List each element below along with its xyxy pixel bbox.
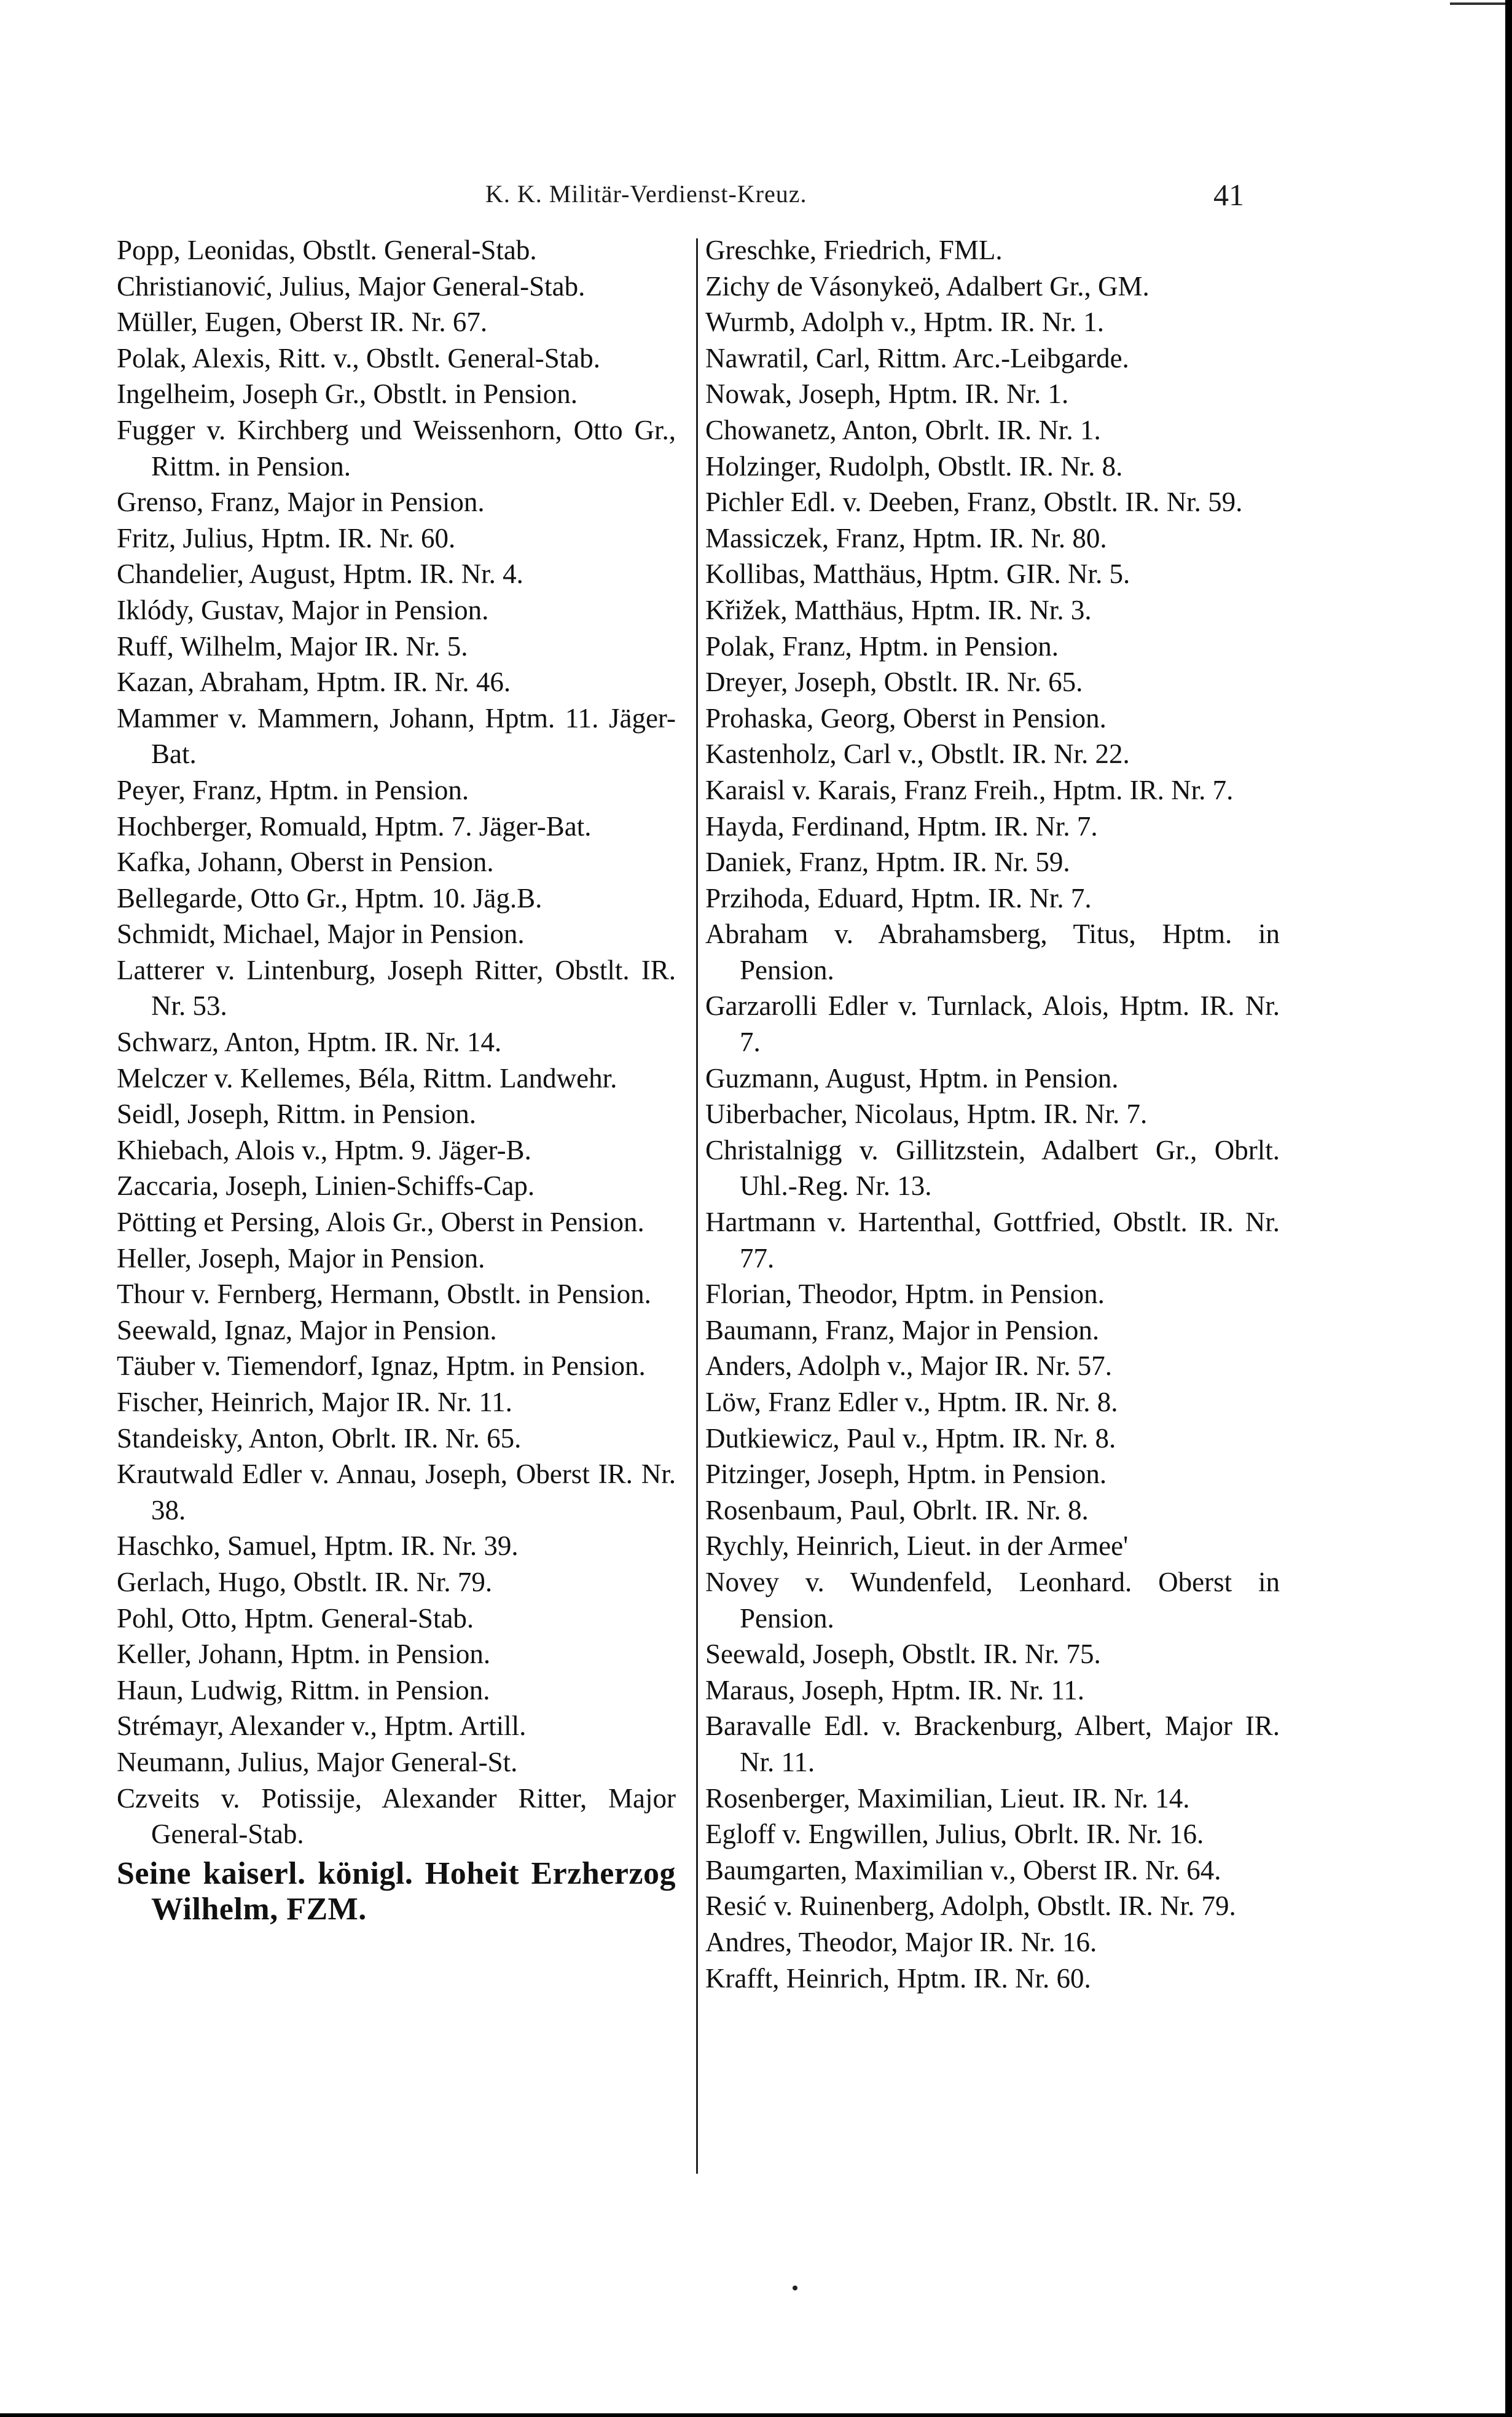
list-entry: Neumann, Julius, Major General-St.: [117, 1746, 518, 1777]
list-entry: Thour v. Fernberg, Hermann, Obstlt. in Pension.: [117, 1279, 651, 1310]
list-entry: Hayda, Ferdinand, Hptm. IR. Nr. 7.: [705, 810, 1098, 842]
list-entry: Grenso, Franz, Major in Pension.: [117, 487, 485, 518]
list-entry: Maraus, Joseph, Hptm. IR. Nr. 11.: [705, 1674, 1085, 1706]
list-entry: Fischer, Heinrich, Major IR. Nr. 11.: [117, 1387, 512, 1417]
list-entry: Melczer v. Kellemes, Béla, Rittm. Landwehr.: [117, 1062, 617, 1094]
list-entry: Dreyer, Joseph, Obstlt. IR. Nr. 65.: [705, 667, 1083, 698]
list-entry: Nawratil, Carl, Rittm. Arc.-Leibgarde.: [705, 342, 1129, 374]
list-entry: Haschko, Samuel, Hptm. IR. Nr. 39.: [117, 1530, 519, 1562]
list-entry: Chowanetz, Anton, Obrlt. IR. Nr. 1.: [705, 414, 1101, 445]
list-entry: Daniek, Franz, Hptm. IR. Nr. 59.: [705, 847, 1070, 878]
list-entry: Baravalle Edl. v. Brackenburg, Albert, Major IR. Nr. 11.: [705, 1710, 1280, 1777]
list-entry: Popp, Leonidas, Obstlt. General-Stab.: [117, 235, 537, 265]
list-entry: Baumgarten, Maximilian v., Oberst IR. Nr. 64.: [705, 1854, 1221, 1886]
list-entry: Hartmann v. Hartenthal, Gottfried, Obstlt. IR. Nr. 77.: [705, 1207, 1280, 1274]
list-entry: Ingelheim, Joseph Gr., Obstlt. in Pension.: [117, 378, 578, 410]
list-entry: Rosenbaum, Paul, Obrlt. IR. Nr. 8.: [705, 1494, 1089, 1526]
list-entry: Uiberbacher, Nicolaus, Hptm. IR. Nr. 7.: [705, 1099, 1148, 1130]
list-entry: Fugger v. Kirchberg und Weissenhorn, Otto Gr., Rittm. in Pension.: [117, 414, 676, 482]
list-entry: Pötting et Persing, Alois Gr., Oberst in Pension.: [117, 1207, 644, 1238]
list-entry: Krafft, Heinrich, Hptm. IR. Nr. 60.: [705, 1962, 1091, 1994]
list-entry: Gerlach, Hugo, Obstlt. IR. Nr. 79.: [117, 1566, 493, 1597]
list-entry: Bellegarde, Otto Gr., Hptm. 10. Jäg.B.: [117, 882, 543, 914]
list-entry: Polak, Franz, Hptm. in Pension.: [705, 630, 1059, 662]
list-entry: Egloff v. Engwillen, Julius, Obrlt. IR. Nr. 16.: [705, 1819, 1204, 1850]
list-entry: Greschke, Friedrich, FML.: [705, 235, 1003, 265]
list-entry: Keller, Johann, Hptm. in Pension.: [117, 1639, 491, 1670]
list-entry: Wurmb, Adolph v., Hptm. IR. Nr. 1.: [705, 307, 1105, 338]
scan-edge-mark: [1450, 2, 1505, 5]
list-entry: Kazan, Abraham, Hptm. IR. Nr. 46.: [117, 667, 511, 698]
list-entry: Täuber v. Tiemendorf, Ignaz, Hptm. in Pension.: [117, 1350, 646, 1382]
list-entry: Kafka, Johann, Oberst in Pension.: [117, 847, 494, 878]
list-entry: Ruff, Wilhelm, Major IR. Nr. 5.: [117, 630, 468, 662]
list-entry: Novey v. Wundenfeld, Leonhard. Oberst in Pension.: [705, 1566, 1280, 1634]
list-entry: Müller, Eugen, Oberst IR. Nr. 67.: [117, 307, 488, 338]
list-entry: Peyer, Franz, Hptm. in Pension.: [117, 774, 469, 805]
list-entry: Resić v. Ruinenberg, Adolph, Obstlt. IR. Nr. 79.: [705, 1890, 1236, 1922]
list-entry: Dutkiewicz, Paul v., Hptm. IR. Nr. 8.: [705, 1422, 1116, 1454]
running-title: K. K. Militär-Verdienst-Kreuz.: [485, 180, 807, 208]
list-entry: Massiczek, Franz, Hptm. IR. Nr. 80.: [705, 522, 1107, 554]
list-entry: Schmidt, Michael, Major in Pension.: [117, 919, 525, 950]
list-entry: Iklódy, Gustav, Major in Pension.: [117, 594, 489, 625]
list-entry: Seewald, Ignaz, Major in Pension.: [117, 1314, 497, 1346]
list-entry: Przihoda, Eduard, Hptm. IR. Nr. 7.: [705, 882, 1092, 914]
list-entry: Strémayr, Alexander v., Hptm. Artill.: [117, 1710, 527, 1742]
page-header: [0, 177, 1505, 220]
list-entry: Guzmann, August, Hptm. in Pension.: [705, 1062, 1119, 1094]
list-entry: Zaccaria, Joseph, Linien-Schiffs-Cap.: [117, 1170, 535, 1202]
left-column: [117, 232, 676, 1927]
list-entry: Latterer v. Lintenburg, Joseph Ritter, Obstlt. IR. Nr. 53.: [117, 954, 676, 1022]
stray-ink-mark: [793, 2286, 797, 2290]
list-entry: Prohaska, Georg, Oberst in Pension.: [705, 702, 1107, 734]
list-entry: Zichy de Vásonykeö, Adalbert Gr., GM.: [705, 270, 1150, 302]
list-entry: Heller, Joseph, Major in Pension.: [117, 1242, 485, 1274]
list-entry: Kollibas, Matthäus, Hptm. GIR. Nr. 5.: [705, 558, 1130, 590]
column-divider: [696, 238, 698, 2174]
list-entry: Seewald, Joseph, Obstlt. IR. Nr. 75.: [705, 1639, 1101, 1670]
list-entry: Anders, Adolph v., Major IR. Nr. 57.: [705, 1350, 1113, 1382]
list-entry: Pitzinger, Joseph, Hptm. in Pension.: [705, 1459, 1107, 1490]
list-entry: Pichler Edl. v. Deeben, Franz, Obstlt. IR. Nr. 59.: [705, 487, 1243, 518]
list-entry: Fritz, Julius, Hptm. IR. Nr. 60.: [117, 522, 456, 554]
list-entry: Kastenholz, Carl v., Obstlt. IR. Nr. 22.: [705, 738, 1130, 770]
list-entry: Rychly, Heinrich, Lieut. in der Armee': [705, 1530, 1129, 1562]
list-entry: Karaisl v. Karais, Franz Freih., Hptm. IR. Nr. 7.: [705, 774, 1234, 805]
list-entry: Hochberger, Romuald, Hptm. 7. Jäger-Bat.: [117, 810, 592, 842]
list-entry: Nowak, Joseph, Hptm. IR. Nr. 1.: [705, 378, 1069, 410]
list-entry: Polak, Alexis, Ritt. v., Obstlt. General-Stab.: [117, 342, 601, 374]
list-entry: Seine kaiserl. königl. Hoheit Erzherzog Wilhelm, FZM.: [117, 1855, 676, 1927]
list-entry: Pohl, Otto, Hptm. General-Stab.: [117, 1602, 474, 1634]
list-entry: Garzarolli Edler v. Turnlack, Alois, Hptm. IR. Nr. 7.: [705, 990, 1280, 1058]
list-entry: Krautwald Edler v. Annau, Joseph, Oberst IR. Nr. 38.: [117, 1459, 676, 1526]
list-entry: Haun, Ludwig, Rittm. in Pension.: [117, 1674, 490, 1706]
list-entry: Christalnigg v. Gillitzstein, Adalbert Gr., Obrlt. Uhl.-Reg. Nr. 13.: [705, 1134, 1280, 1202]
right-column: [705, 232, 1280, 1996]
list-entry: Rosenberger, Maximilian, Lieut. IR. Nr. 14.: [705, 1782, 1190, 1814]
list-entry: Seidl, Joseph, Rittm. in Pension.: [117, 1099, 477, 1130]
list-entry: Standeisky, Anton, Obrlt. IR. Nr. 65.: [117, 1422, 522, 1454]
list-entry: Christianović, Julius, Major General-Stab.: [117, 270, 586, 302]
list-entry: Chandelier, August, Hptm. IR. Nr. 4.: [117, 558, 523, 590]
list-entry: Schwarz, Anton, Hptm. IR. Nr. 14.: [117, 1027, 502, 1058]
list-entry: Baumann, Franz, Major in Pension.: [705, 1314, 1100, 1346]
list-entry: Křižek, Matthäus, Hptm. IR. Nr. 3.: [705, 594, 1092, 625]
list-entry: Löw, Franz Edler v., Hptm. IR. Nr. 8.: [705, 1387, 1118, 1417]
list-entry: Khiebach, Alois v., Hptm. 9. Jäger-B.: [117, 1134, 531, 1165]
page-number: 41: [1213, 178, 1244, 212]
list-entry: Abraham v. Abrahamsberg, Titus, Hptm. in Pension.: [705, 919, 1280, 985]
list-entry: Andres, Theodor, Major IR. Nr. 16.: [705, 1926, 1097, 1957]
list-entry: Florian, Theodor, Hptm. in Pension.: [705, 1279, 1105, 1310]
list-entry: Czveits v. Potissije, Alexander Ritter, Major General-Stab.: [117, 1782, 676, 1850]
list-entry: Holzinger, Rudolph, Obstlt. IR. Nr. 8.: [705, 450, 1123, 482]
list-entry: Mammer v. Mammern, Johann, Hptm. 11. Jäger-Bat.: [117, 702, 676, 770]
